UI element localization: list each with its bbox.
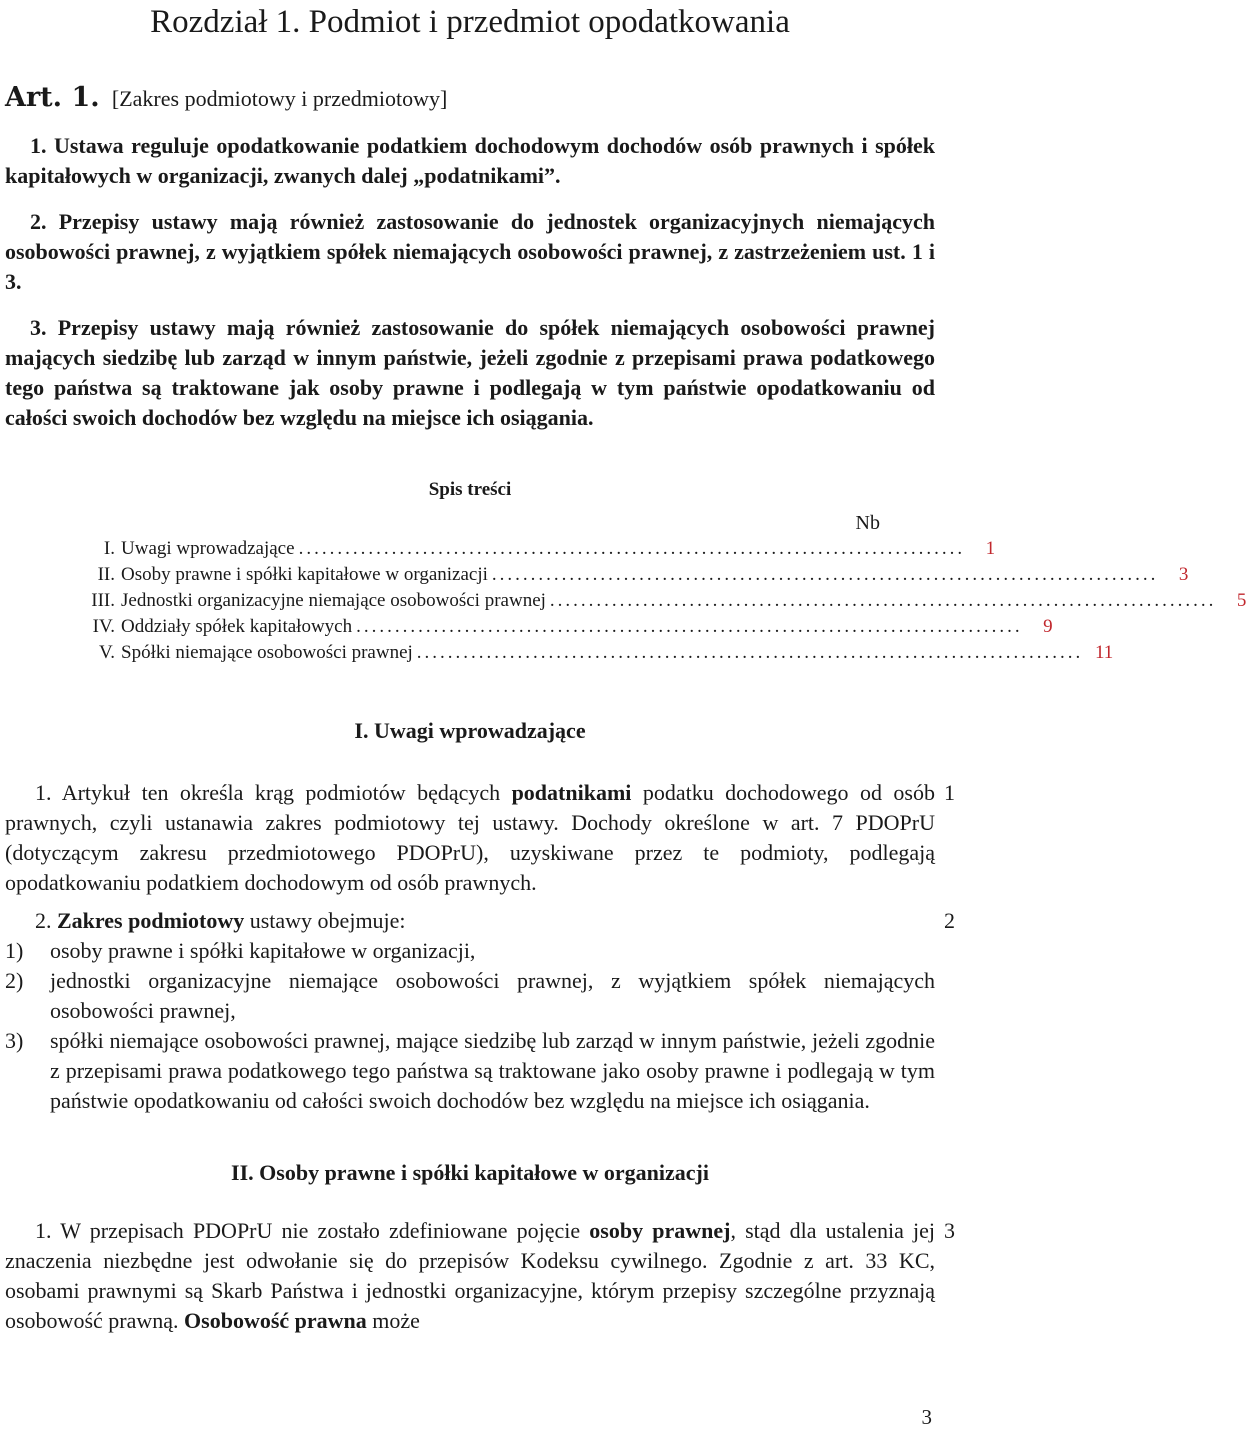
toc-entry-text: Oddziały spółek kapitałowych — [121, 616, 353, 637]
toc-entry-4[interactable] — [5, 614, 1053, 640]
margin-number: 1 — [944, 780, 955, 805]
toc-title: Spis treści — [428, 479, 512, 500]
margin-number: 3 — [944, 1218, 955, 1243]
toc-entry-text: Jednostki organizacyjne niemające osobowości prawnej — [121, 590, 546, 611]
toc-dot-leader: ...................................................................................... — [491, 564, 1159, 585]
commentary-paragraph-1 — [5, 778, 955, 898]
toc-dot-leader: ...................................................................................... — [298, 538, 966, 559]
list-item-text: jednostki organizacyjne niemające osobowości prawnej, z wyjątkiem spółek niemających osobowości prawnej, — [50, 968, 935, 1023]
page-number: 3 — [921, 1405, 932, 1429]
article-label: Art. 1. — [5, 82, 100, 113]
list-item-number: 3) — [5, 1028, 24, 1053]
toc-entry-text: Spółki niemające osobowości prawnej — [121, 642, 413, 663]
list-item — [5, 936, 935, 966]
toc-entry-number: III. — [91, 590, 115, 611]
toc-entry-text: Osoby prawne i spółki kapitałowe w organizacji — [121, 564, 488, 585]
paragraph-text — [5, 778, 935, 898]
toc-entry-page[interactable]: 9 — [1043, 616, 1053, 637]
commentary-paragraph-2 — [5, 906, 955, 1116]
article-heading — [5, 83, 935, 113]
toc-entry-page[interactable]: 5 — [1236, 590, 1246, 611]
chapter-title: Rozdział 1. Podmiot i przedmiot opodatkowania — [150, 4, 790, 40]
toc-dot-leader: ...................................................................................... — [416, 642, 1084, 663]
toc-entry-page[interactable]: 11 — [1095, 642, 1114, 663]
list-item — [5, 1026, 935, 1116]
text-run: 2. — [35, 908, 57, 933]
toc-nb-header: Nb — [855, 512, 880, 534]
text-run: może — [366, 1308, 420, 1333]
statute-paragraph-2: 2. Przepisy ustawy mają również zastosowanie do jednostek organizacyjnych niemających osobowości prawnej, z wyjątkiem spółek niemających osobowości prawnej, z zastrzeżeniem ust. 1 i 3. — [5, 209, 935, 294]
toc-dot-leader: ...................................................................................... — [549, 590, 1217, 611]
table-of-contents — [5, 478, 1246, 666]
list-item-number: 1) — [5, 938, 24, 963]
bold-term: Zakres podmiotowy — [57, 908, 245, 933]
statute-paragraph-3: 3. Przepisy ustawy mają również zastosowanie do spółek niemających osobowości prawnej mających siedzibę lub zarząd w innym państwie, jeżeli zgodnie z przepisami prawa podatkowego tego państwa są traktowane jak osoby prawne i podlegają w tym państwie opodatkowaniu od całości swoich dochodów bez względu na miejsce ich osiągania. — [5, 315, 935, 430]
toc-entry-3[interactable] — [5, 588, 1246, 614]
text-run: 1. W przepisach PDOPrU nie zostało zdefiniowane pojęcie — [35, 1218, 590, 1243]
toc-entry-1[interactable] — [5, 536, 996, 562]
toc-entry-number: II. — [97, 564, 115, 585]
section-2-title: II. Osoby prawne i spółki kapitałowe w organizacji — [231, 1160, 709, 1185]
paragraph-text — [5, 1216, 935, 1336]
scope-list — [5, 936, 935, 1116]
toc-entry-2[interactable] — [5, 562, 1189, 588]
bold-term: osoby prawnej — [589, 1218, 731, 1243]
text-run: podatku dochodowego od osób prawnych, czyli ustanawia zakres podmiotowy tej ustawy. Dochody określone w art. 7 PDOPrU (dotyczącym zakresu przedmiotowego PDOPrU), uzyskiwane przez te podmioty, podlegają opodatkowaniu podatkiem dochodowym od osób prawnych. — [5, 780, 935, 895]
toc-entry-page[interactable]: 3 — [1178, 564, 1189, 585]
bold-term: Osobowość prawna — [184, 1308, 367, 1333]
paragraph-text — [5, 906, 935, 936]
commentary-paragraph-3 — [5, 1216, 955, 1336]
toc-entry-5[interactable] — [5, 640, 1114, 666]
toc-entry-text: Uwagi wprowadzające — [121, 538, 295, 559]
toc-entry-number: V. — [98, 642, 115, 663]
text-run: , stąd dla ustalenia jej znaczenia niezbędne jest odwołanie się do przepisów Kodeksu cywilnego. Zgodnie z art. 33 KC, osobami prawnymi są Skarb Państwa i jednostki organizacyjne, którym przepisy szczególne przyznają osobowość prawną. — [5, 1218, 935, 1333]
list-item — [5, 966, 935, 1026]
article-description: [Zakres podmiotowy i przedmiotowy] — [111, 86, 448, 111]
toc-dot-leader: ...................................................................................... — [356, 616, 1023, 637]
text-run: 1. Artykuł ten określa krąg podmiotów będących — [35, 780, 512, 805]
list-item-number: 2) — [5, 968, 24, 993]
toc-entry-number: I. — [103, 538, 115, 559]
list-item-text: osoby prawne i spółki kapitałowe w organizacji, — [50, 938, 476, 963]
statute-paragraph-1: 1. Ustawa reguluje opodatkowanie podatkiem dochodowym dochodów osób prawnych i spółek kapitałowych w organizacji, zwanych dalej „podatnikami”. — [5, 133, 935, 188]
toc-entry-page[interactable]: 1 — [985, 538, 996, 559]
bold-term: podatnikami — [511, 780, 632, 805]
list-item-text: spółki niemające osobowości prawnej, mające siedzibę lub zarząd w innym państwie, jeżeli zgodnie z przepisami prawa podatkowego tego państwa są traktowane jako osoby prawne i podlegają w tym państwie opodatkowaniu od całości swoich dochodów bez względu na miejsce ich osiągania. — [50, 1028, 935, 1113]
text-run: ustawy obejmuje: — [244, 908, 406, 933]
document-page — [5, 0, 1246, 1336]
section-1-title: I. Uwagi wprowadzające — [354, 718, 586, 743]
statute-text — [5, 131, 935, 433]
margin-number: 2 — [944, 908, 955, 933]
toc-entry-number: IV. — [92, 616, 115, 637]
